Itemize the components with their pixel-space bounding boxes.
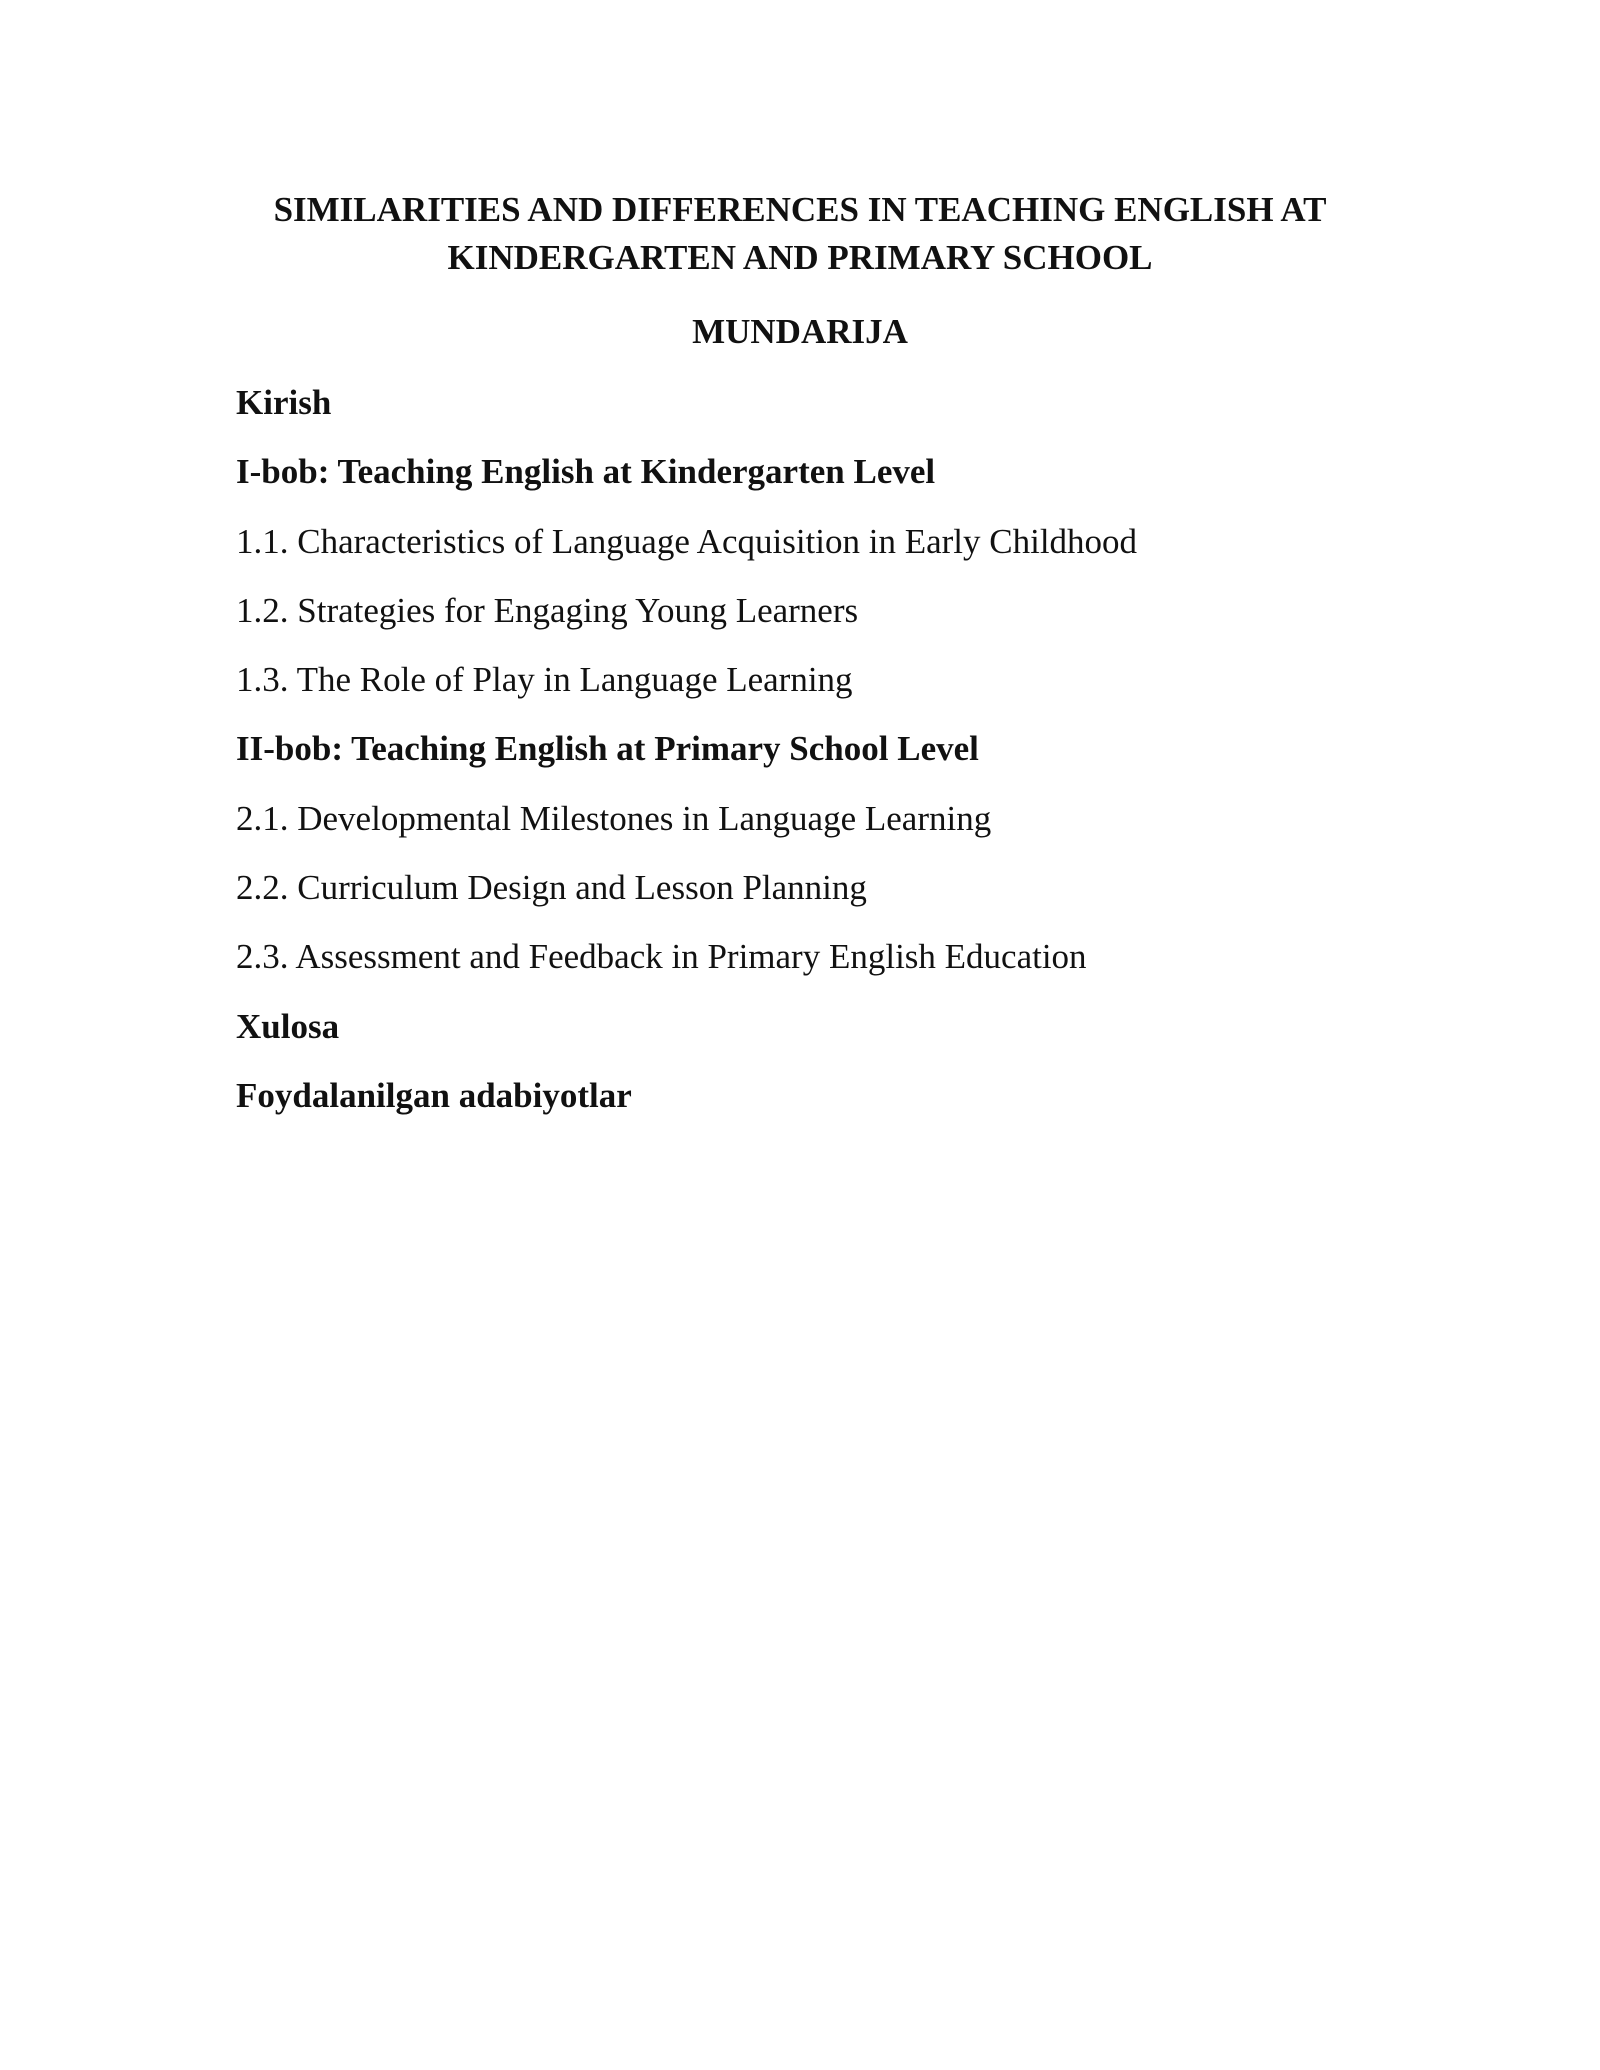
- toc-entry-kirish: Kirish: [236, 383, 332, 422]
- document-title: [200, 186, 1400, 282]
- document-title-line-1: SIMILARITIES AND DIFFERENCES IN TEACHING ENGLISH AT: [273, 190, 1327, 229]
- toc-entry-xulosa: Xulosa: [236, 1006, 340, 1046]
- toc-entry-chapter-1: I-bob: Teaching English at Kindergarten Level: [236, 452, 936, 492]
- toc-entry-section-2-3: 2.3. Assessment and Feedback in Primary English Education: [236, 937, 1087, 977]
- toc-entry-references: Foydalanilgan adabiyotlar: [236, 1075, 632, 1115]
- document-title-line-2: KINDERGARTEN AND PRIMARY SCHOOL: [447, 238, 1153, 277]
- toc-entry-section-1-1: 1.1. Characteristics of Language Acquisition in Early Childhood: [236, 521, 1138, 561]
- table-of-contents-heading: MUNDARIJA: [692, 312, 908, 351]
- toc-entry-section-2-1: 2.1. Developmental Milestones in Language Learning: [236, 798, 992, 838]
- toc-entry-section-2-2: 2.2. Curriculum Design and Lesson Planning: [236, 868, 867, 908]
- toc-entry-section-1-3: 1.3. The Role of Play in Language Learning: [236, 660, 853, 700]
- table-of-contents: [236, 379, 1436, 1141]
- toc-entry-section-1-2: 1.2. Strategies for Engaging Young Learners: [236, 590, 859, 630]
- toc-entry-chapter-2: II-bob: Teaching English at Primary School Level: [236, 729, 979, 769]
